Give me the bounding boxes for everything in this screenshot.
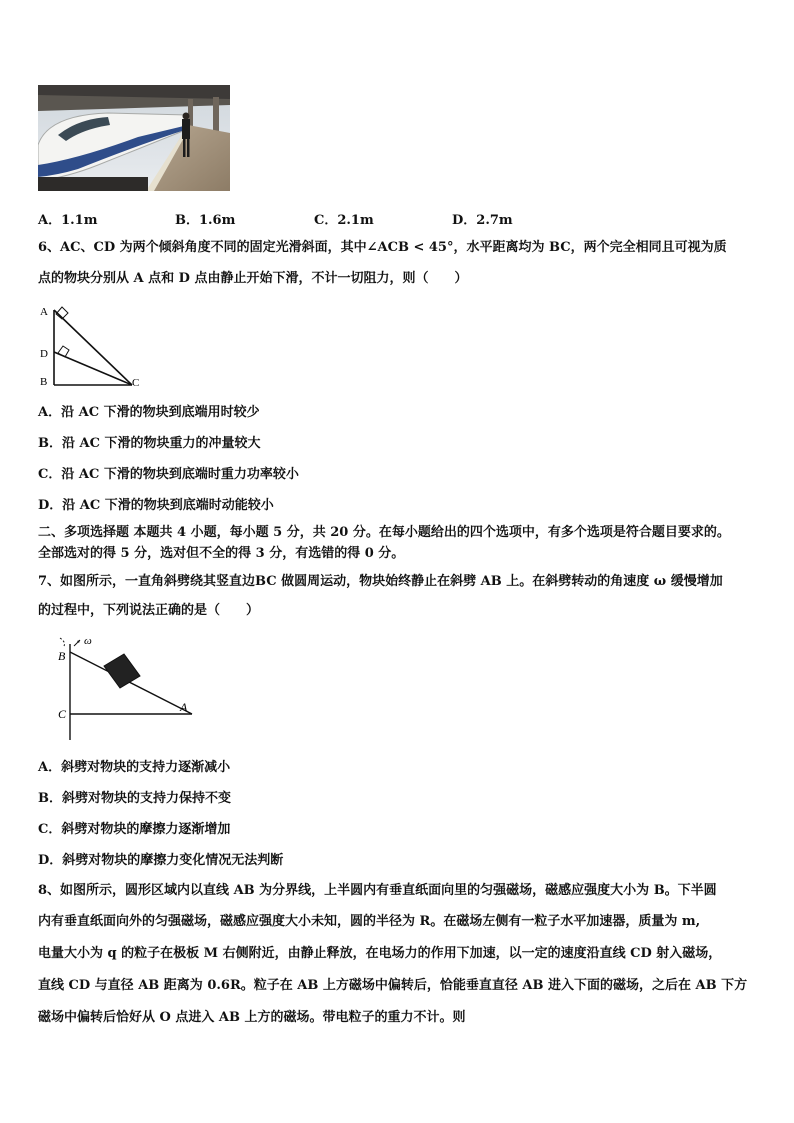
q5-option-b: B．1.6m bbox=[175, 213, 236, 228]
q7-label-omega: ω bbox=[84, 635, 92, 647]
q7-label-c: C bbox=[58, 707, 67, 721]
q7-stem-line2: 的过程中，下列说法正确的是（ ） bbox=[38, 603, 260, 618]
q6-label-d: D bbox=[40, 348, 48, 360]
q7-option-b: B．斜劈对物块的支持力保持不变 bbox=[38, 791, 231, 806]
q6-stem-line1: 6、AC、CD 为两个倾斜角度不同的固定光滑斜面，其中∠ACB < 45°，水平距离均为 BC，两个完全相同且可视为质 bbox=[38, 240, 727, 255]
q7-label-b: B bbox=[58, 649, 66, 663]
q6-figure bbox=[36, 300, 146, 392]
q6-label-a: A bbox=[40, 306, 48, 318]
q7-label-a: A bbox=[180, 700, 188, 714]
q6-option-a: A．沿 AC 下滑的物块到底端用时较少 bbox=[38, 405, 260, 420]
q6-option-c: C．沿 AC 下滑的物块到底端时重力功率较小 bbox=[38, 467, 299, 482]
q5-option-a: A．1.1m bbox=[38, 213, 98, 228]
q7-stem-line1: 7、如图所示，一直角斜劈绕其竖直边BC 做圆周运动，物块始终静止在斜劈 AB 上。在斜劈转动的角速度 ω 缓慢增加 bbox=[38, 574, 723, 589]
q8-line2: 内有垂直纸面向外的匀强磁场，磁感应强度大小未知，圆的半径为 R。在磁场左侧有一粒子水平加速器，质量为 m, bbox=[38, 914, 701, 929]
q7-option-d: D．斜劈对物块的摩擦力变化情况无法判断 bbox=[38, 853, 284, 868]
q8-line5: 磁场中偏转后恰好从 O 点进入 AB 上方的磁场。带电粒子的重力不计。则 bbox=[38, 1010, 466, 1025]
q6-option-d: D．沿 AC 下滑的物块到底端时动能较小 bbox=[38, 498, 274, 513]
q6-label-b: B bbox=[40, 376, 48, 388]
q6-option-b: B．沿 AC 下滑的物块重力的冲量较大 bbox=[38, 436, 261, 451]
q7-option-a: A．斜劈对物块的支持力逐渐减小 bbox=[38, 760, 231, 775]
q6-label-c: C bbox=[132, 377, 140, 389]
section2-line1: 二、多项选择题 本题共 4 小题，每小题 5 分，共 20 分。在每小题给出的四个选项中，有多个选项是符合题目要求的。 bbox=[38, 525, 730, 540]
q5-option-c: C．2.1m bbox=[314, 213, 374, 228]
q8-line1: 8、如图所示，圆形区域内以直线 AB 为分界线，上半圆内有垂直纸面向里的匀强磁场，磁感应强度大小为 B。下半圆 bbox=[38, 883, 717, 898]
section2-line2: 全部选对的得 5 分，选对但不全的得 3 分，有选错的得 0 分。 bbox=[38, 546, 405, 561]
train-photo bbox=[38, 85, 230, 191]
q7-option-c: C．斜劈对物块的摩擦力逐渐增加 bbox=[38, 822, 231, 837]
q8-line3: 电量大小为 q 的粒子在极板 M 右侧附近，由静止释放，在电场力的作用下加速，以一定的速度沿直线 CD 射入磁场， bbox=[38, 946, 722, 961]
q6-stem-line2: 点的物块分别从 A 点和 D 点由静止开始下滑，不计一切阻力，则（ ） bbox=[38, 271, 468, 286]
q7-figure bbox=[54, 632, 204, 744]
q5-option-d: D．2.7m bbox=[452, 213, 513, 228]
q8-line4: 直线 CD 与直径 AB 距离为 0.6R。粒子在 AB 上方磁场中偏转后，恰能垂直直径 AB 进入下面的磁场，之后在 AB 下方 bbox=[38, 978, 748, 993]
